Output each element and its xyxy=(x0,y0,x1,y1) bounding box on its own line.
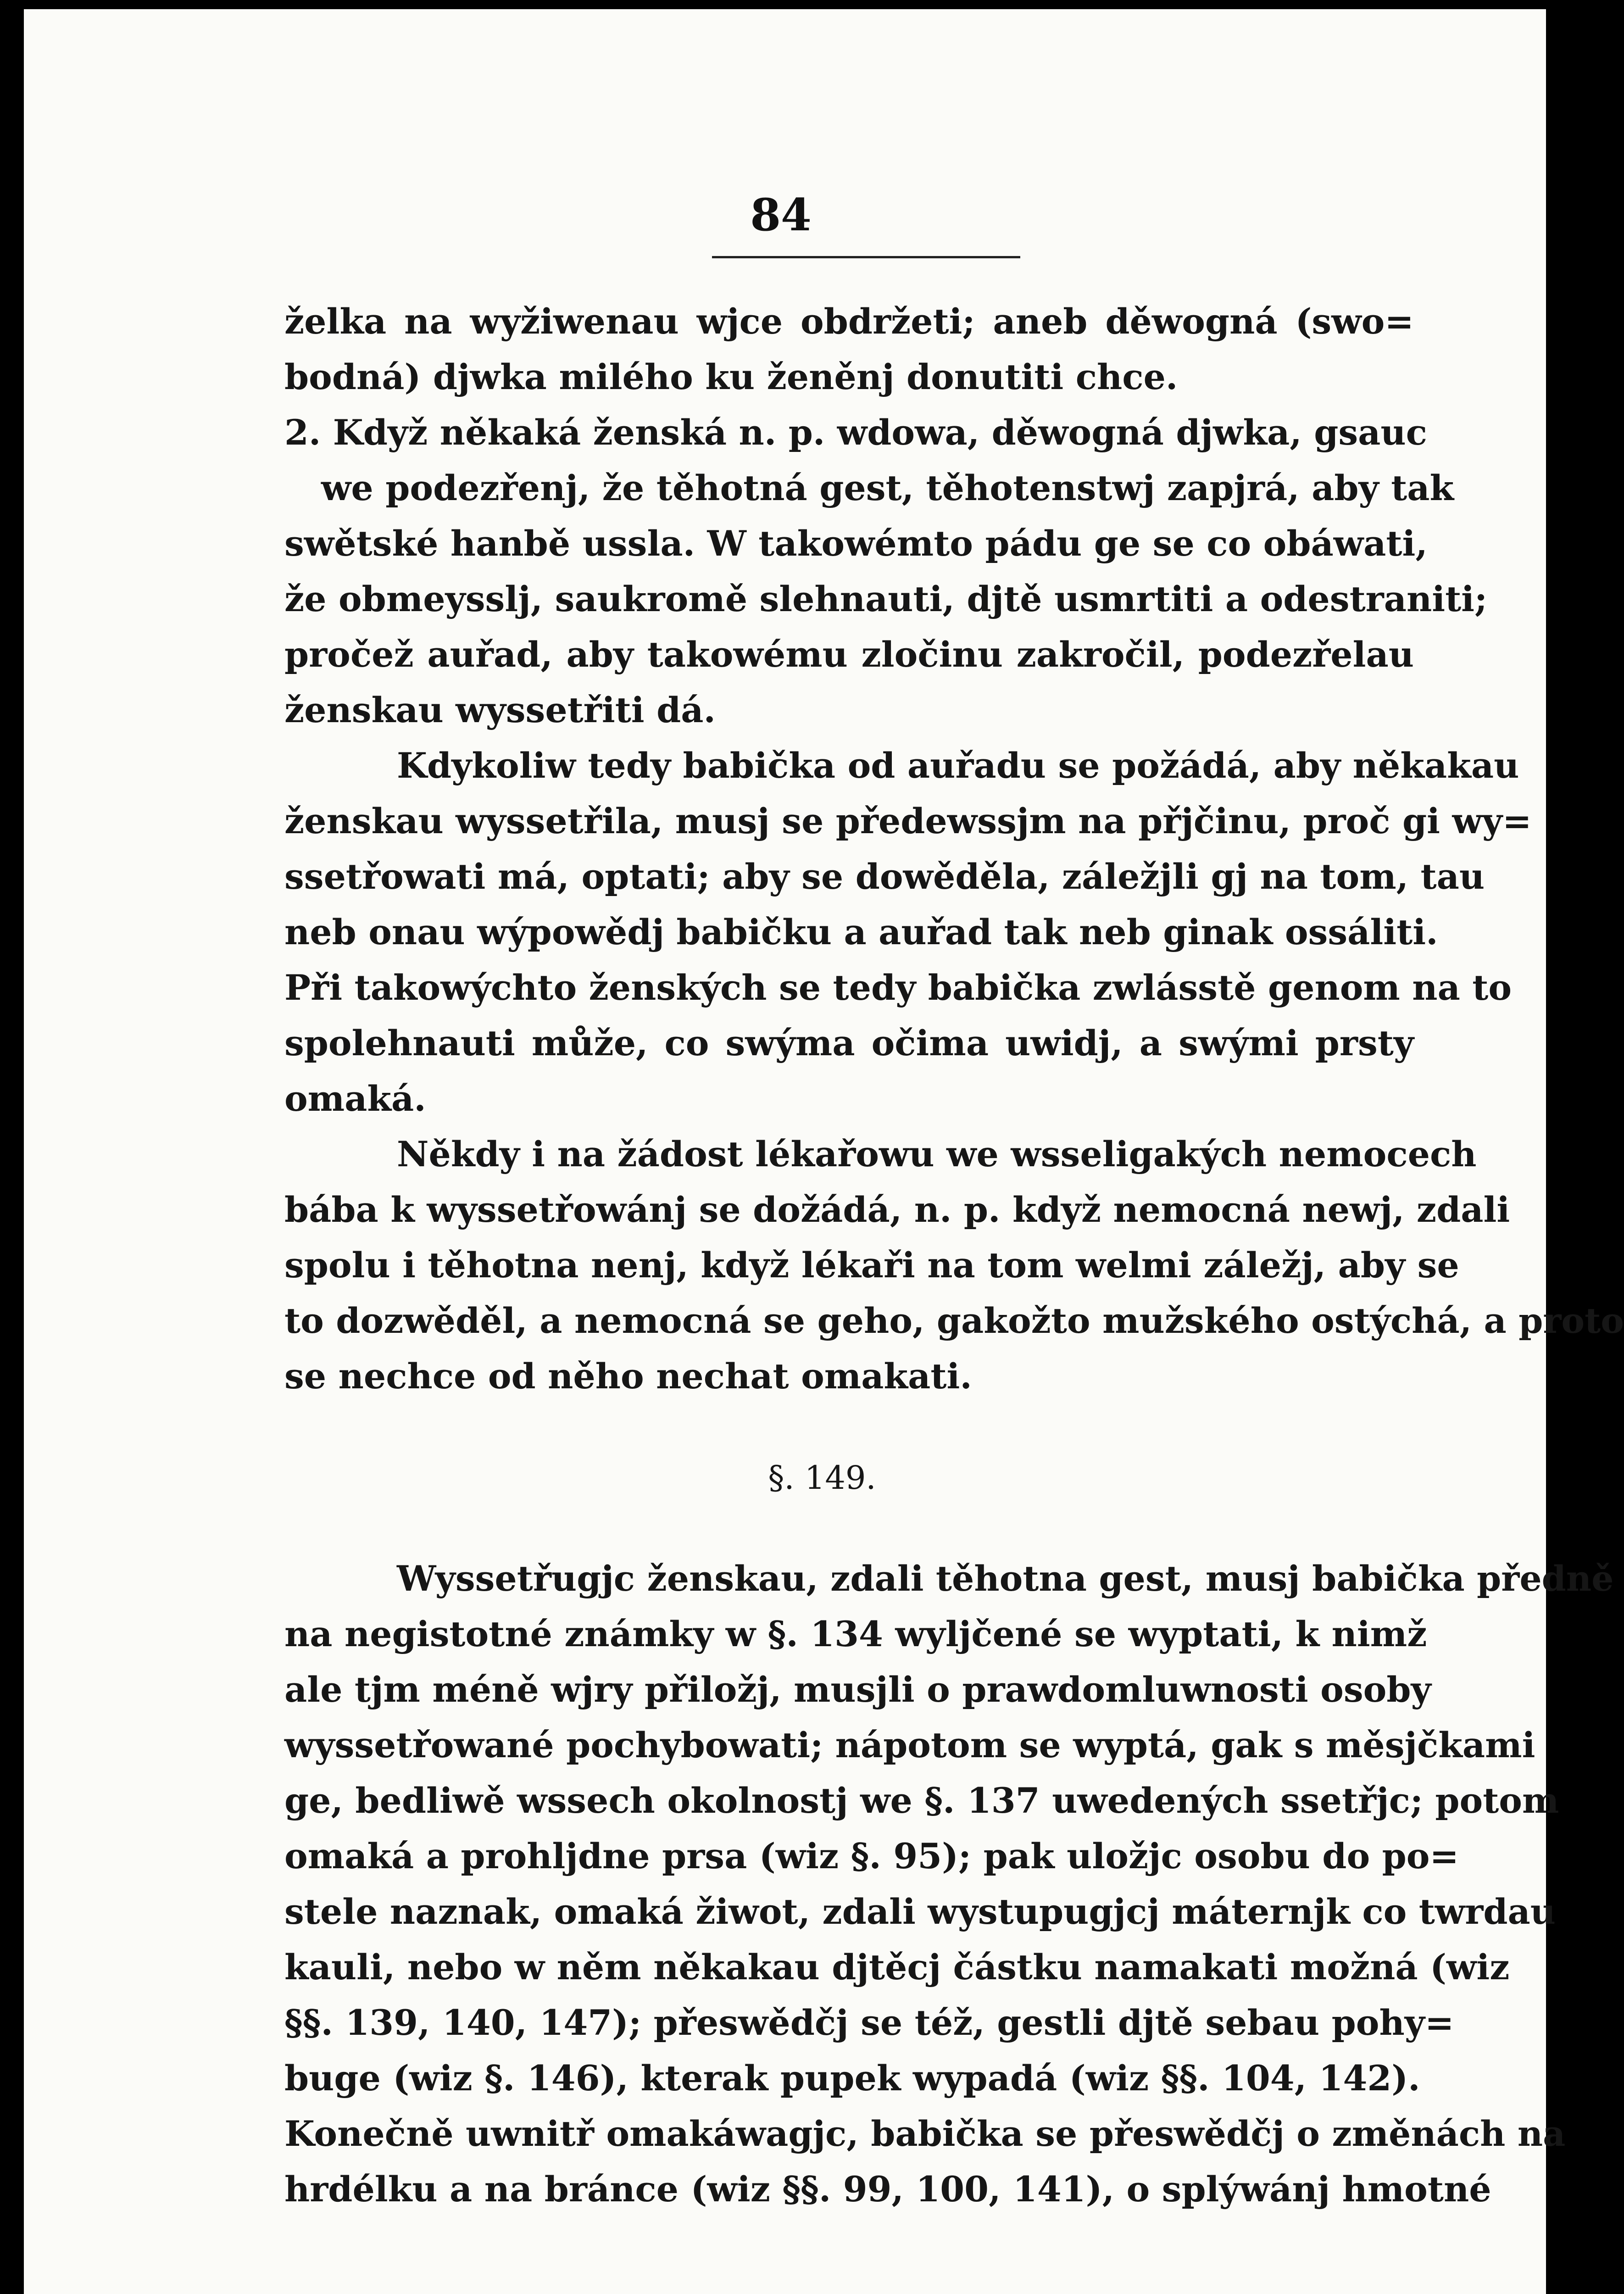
text-line: kauli, nebo w něm někakau djtěcj částku namakati možná (wiz xyxy=(284,1947,1510,1988)
text-line: omaká a prohljdne prsa (wiz §. 95); pak uložjc osobu do po= xyxy=(284,1836,1459,1876)
text-line: we podezřenj, že těhotná gest, těhotenstwj zapjrá, aby tak xyxy=(321,468,1454,508)
paragraph-doctor xyxy=(284,1126,1624,1404)
text-line: želka na wyžiwenau wjce obdržeti; aneb děwogná (swo= xyxy=(284,301,1414,342)
text-line: Kdykoliw tedy babička od auřadu se požádá, aby někakau xyxy=(397,745,1519,786)
text-line: spolu i těhotna nenj, když lékaři na tom welmi záležj, aby se xyxy=(284,1245,1459,1286)
text-line: swětské hanbě ussla. W takowémto pádu ge se co obáwati, xyxy=(284,523,1428,564)
page-number: 84 xyxy=(750,189,812,241)
book-page xyxy=(24,9,1624,2294)
text-line: ssetřowati má, optati; aby se dowěděla, záležjli gj na tom, tau xyxy=(284,856,1485,897)
text-line: Někdy i na žádost lékařowu we wsseligakých nemocech xyxy=(397,1134,1477,1175)
text-line: hrdélku a na bránce (wiz §§. 99, 100, 141), o splýwánj hmotné xyxy=(284,2169,1491,2210)
text-line: bába k wyssetřowánj se dožádá, n. p. když nemocná newj, zdali xyxy=(284,1189,1510,1230)
text-line: se nechce od něho nechat omakati. xyxy=(284,1356,972,1397)
text-line: ženskau wyssetřila, musj se předewssjm na přjčinu, proč gi wy= xyxy=(284,801,1532,841)
text-line: ge, bedliwě wssech okolnostj we §. 137 uwedených ssetřjc; potom xyxy=(284,1780,1559,1821)
text-line: ale tjm méně wjry přiložj, musjli o prawdomluwnosti osoby xyxy=(284,1669,1431,1710)
text-block-bottom xyxy=(284,1551,1614,2217)
text-line: Konečně uwnitř omakáwagjc, babička se přeswědčj o změnách na xyxy=(284,2113,1566,2154)
paragraph-case-2 xyxy=(284,405,1488,738)
text-line: na negistotné známky w §. 134 wyljčené se wyptati, k nimž xyxy=(284,1614,1427,1654)
text-line: ženskau wyssetřiti dá. xyxy=(284,690,716,730)
text-line: pročež auřad, aby takowému zločinu zakročil, podezřelau xyxy=(284,634,1414,675)
section-heading: §. 149. xyxy=(768,1459,876,1497)
text-line: omaká. xyxy=(284,1078,426,1119)
text-line: Při takowýchto ženských se tedy babička zwlásstě genom na to xyxy=(284,967,1512,1008)
text-line: neb onau wýpowědj babičku a auřad tak neb ginak ossáliti. xyxy=(284,912,1438,952)
text-line: stele naznak, omaká žiwot, zdali wystupugjcj máternjk co twrdau xyxy=(284,1891,1556,1932)
text-line: že obmeysslj, saukromě slehnauti, djtě usmrtiti a odestraniti; xyxy=(284,579,1488,619)
text-line: 2. Když někaká ženská n. p. wdowa, děwogná djwka, gsauc xyxy=(284,412,1427,453)
header-rule xyxy=(712,256,1020,258)
text-line: §§. 139, 140, 147); přeswědčj se též, gestli djtě sebau pohy= xyxy=(284,2002,1454,2043)
text-line: spolehnauti může, co swýma očima uwidj, a swými prsty xyxy=(284,1023,1414,1063)
paragraph-examination xyxy=(284,1551,1614,2217)
text-line: bodná) djwka milého ku ženěnj donutiti chce. xyxy=(284,356,1178,397)
text-line: Wyssetřugjc ženskau, zdali těhotna gest, musj babička předně xyxy=(397,1558,1614,1599)
text-line: to dozwěděl, a nemocná se geho, gakožto mužského ostýchá, a proto xyxy=(284,1300,1624,1341)
text-line: buge (wiz §. 146), kterak pupek wypadá (wiz §§. 104, 142). xyxy=(284,2058,1420,2099)
text-line: wyssetřowané pochybowati; nápotom se wyptá, gak s měsjčkami xyxy=(284,1725,1535,1765)
paragraph-cause xyxy=(284,294,1414,405)
text-block-top xyxy=(284,294,1624,1404)
paragraph-when xyxy=(284,738,1532,1126)
